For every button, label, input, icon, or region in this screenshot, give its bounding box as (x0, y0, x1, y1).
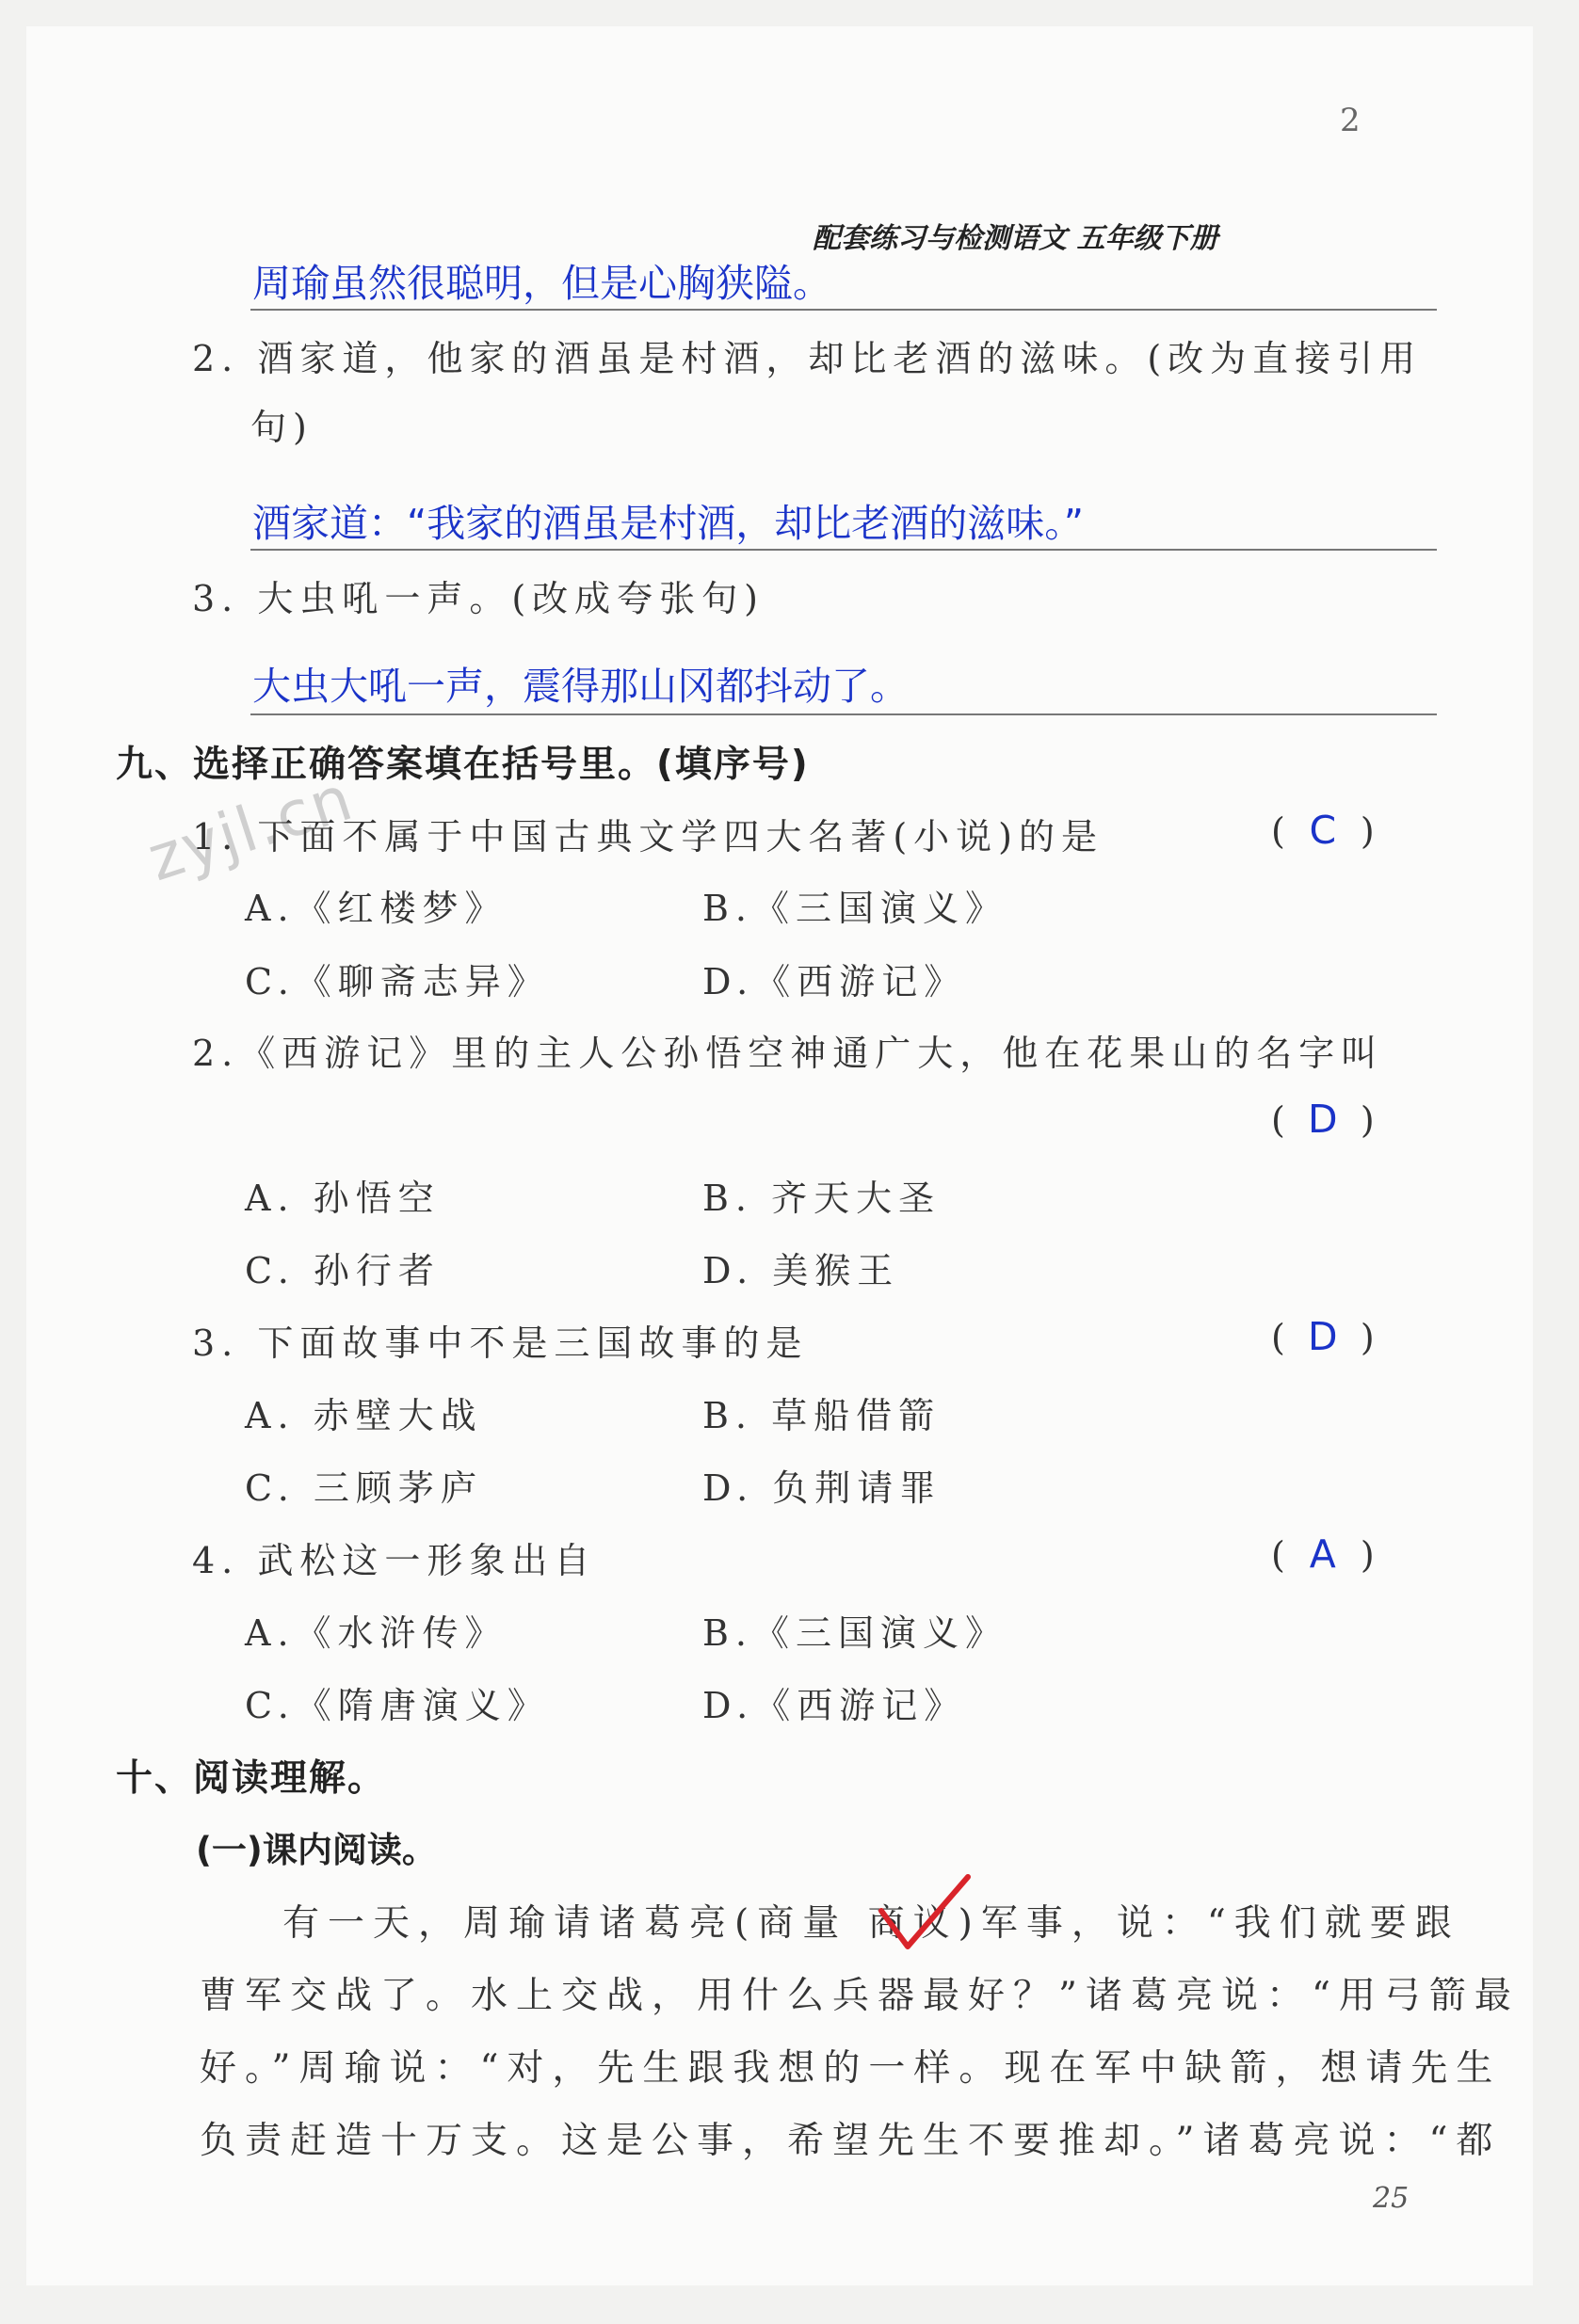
option-3a: A. 赤壁大战 (245, 1395, 483, 1436)
question-2: 2. 酒家道，他家的酒虽是村酒，却比老酒的滋味。(改为直接引用 (192, 338, 1423, 379)
watermark: zyjl.cn (139, 761, 363, 896)
option-2c: C. 孙行者 (245, 1250, 441, 1291)
passage-line-4: 负责赶造十万支。这是公事，希望先生不要推却。”诸葛亮说：“都 (200, 2120, 1502, 2162)
running-header: 配套练习与检测语文 五年级下册 (813, 222, 1218, 255)
mc-answer-3: D (1308, 1314, 1338, 1359)
option-1c: C.《聊斋志异》 (245, 961, 550, 1002)
passage-line-3: 好。”周瑜说：“对，先生跟我想的一样。现在军中缺箭，想请先生 (200, 2047, 1502, 2090)
passage-line-1: 有一天，周瑜请诸葛亮(商量 商议)军事，说：“我们就要跟 (282, 1902, 1460, 1945)
section-9-title: 九、选择正确答案填在括号里。(填序号) (116, 744, 810, 786)
option-3c: C. 三顾茅庐 (245, 1467, 483, 1509)
option-1d: D.《西游记》 (702, 961, 967, 1002)
answer-underline (250, 713, 1437, 715)
mc-question-4: 4. 武松这一形象出自 (192, 1540, 597, 1581)
option-1a: A.《红楼梦》 (245, 888, 508, 929)
mc-question-1: 1. 下面不属于中国古典文学四大名著(小说)的是 (192, 816, 1104, 857)
mc-question-2: 2.《西游记》里的主人公孙悟空神通广大，他在花果山的名字叫 (192, 1033, 1384, 1074)
answer-bracket-3: ( D ) (1271, 1314, 1375, 1359)
option-2a: A. 孙悟空 (245, 1178, 441, 1219)
answer-bracket-2: ( D ) (1271, 1097, 1375, 1142)
option-2b: B. 齐天大圣 (702, 1178, 942, 1219)
checkmark-icon (874, 1871, 977, 1956)
mc-answer-4: A (1309, 1531, 1336, 1577)
mc-question-3: 3. 下面故事中不是三国故事的是 (192, 1322, 809, 1364)
option-4b: B.《三国演义》 (702, 1612, 1008, 1654)
mc-answer-1: C (1309, 808, 1337, 853)
option-3b: B. 草船借箭 (702, 1395, 942, 1436)
mc-answer-2: D (1308, 1097, 1338, 1142)
section-10-subtitle: (一)课内阅读。 (196, 1830, 437, 1870)
answer-bracket-1: ( C ) (1271, 808, 1375, 853)
option-4a: A.《水浒传》 (245, 1612, 508, 1654)
workbook-page (26, 26, 1533, 2285)
question-3: 3. 大虫吼一声。(改成夸张句) (192, 578, 765, 619)
page-number: 25 (1373, 2182, 1410, 2215)
option-4c: C.《隋唐演义》 (245, 1685, 550, 1726)
answer-bracket-4: ( A ) (1271, 1531, 1375, 1577)
question-2-continued: 句) (250, 407, 314, 448)
answer-underline (250, 309, 1437, 311)
page-corner-mark: 2 (1340, 102, 1361, 139)
option-2d: D. 美猴王 (702, 1250, 900, 1291)
answer-line-1: 周瑜虽然很聪明，但是心胸狭隘。 (252, 261, 831, 306)
option-4d: D.《西游记》 (702, 1685, 967, 1726)
answer-line-3: 大虫大吼一声，震得那山冈都抖动了。 (252, 664, 909, 709)
option-1b: B.《三国演义》 (702, 888, 1008, 929)
option-3d: D. 负荆请罪 (702, 1467, 943, 1509)
answer-underline (250, 549, 1437, 551)
passage-line-2: 曹军交战了。水上交战，用什么兵器最好？”诸葛亮说：“用弓箭最 (200, 1975, 1520, 2017)
section-10-title: 十、阅读理解。 (116, 1757, 387, 1800)
answer-line-2: 酒家道：“我家的酒虽是村酒，却比老酒的滋味。” (252, 501, 1084, 546)
